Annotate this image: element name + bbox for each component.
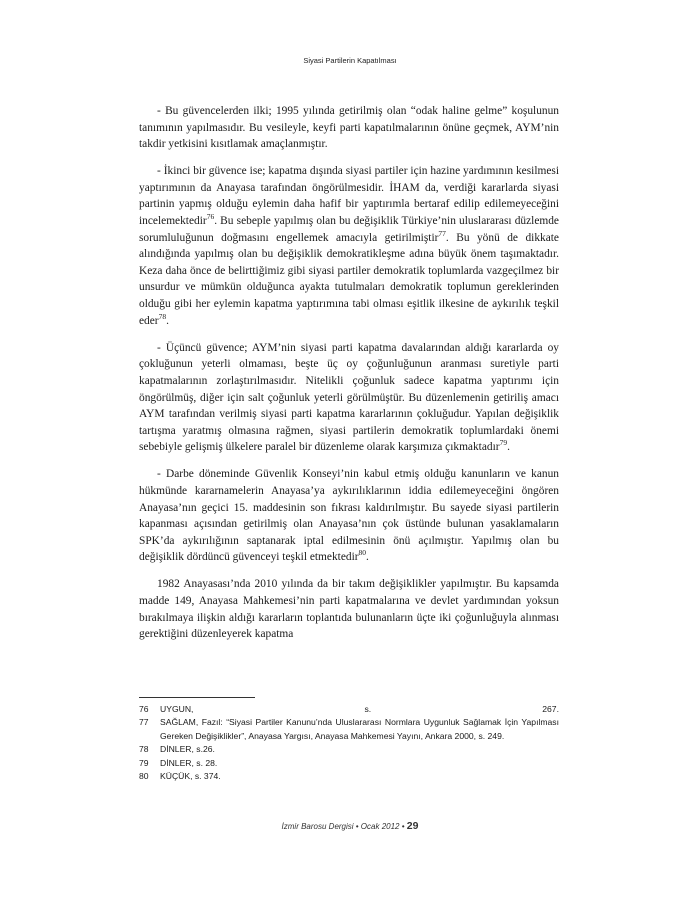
- footnote-ref-80[interactable]: 80: [358, 548, 367, 558]
- paragraph-2: - İkinci bir güvence ise; kapatma dışında siyasi partiler için hazine yardımının kesilmesi yaptırımının da Anayasa tarafından öngörülmesidir. İHAM da, verdiği kararlarda siyasi partinin yapmış olduğu eylemin daha hafif bir yaptırımla bertaraf edilip edilemeyeceğini incelemektedir$^{76}$. Bu sebeple yapılmış olan bu değişiklik Türkiye’nin uluslararası düzlemde sorumluluğunun doğmasını engellemek amacıyla getirilmiştir$^{77}$. Bu yönü de dikkate alındığında yapılmış olan bu değişiklik demokratikleşme adına büyük önem taşımaktadır. Keza daha önce de belirttiğimiz gibi siyasi partiler demokratik toplumlarda vazgeçilmez bir unsurdur ve mümkün olduğunca ayakta tutulmaları demokratik toplumun gereklerinden olduğu gibi her eylemin kapatma yaptırımına tabi olması eşitlik ilkesine de aykırılık teşkil eder$^{78}$.: [139, 165, 559, 327]
- footnote-text: DİNLER, s.26.: [160, 744, 215, 755]
- journal-title: İzmir Barosu Dergisi • Ocak 2012 •: [281, 822, 405, 831]
- paragraph-3: - Üçüncü güvence; AYM’nin siyasi parti kapatma davalarından aldığı kararlarda oy çokluğunun yeterli olmaması, beşte üç oy çoğunluğunun aranması suretiyle parti kapatmalarının zorlaştırılmasıdır. Nitelikli çoğunluk sadece kapatma yaptırımı için öngörülmüş, diğer için salt çoğunluk yeterli görülmüştür. Bu düzenlemenin getiriliş amacı AYM tarafından verilmiş siyasi parti kapatma kararlarının çokluğudur. Yapılan değişiklik tartışma yaratmış olmasına rağmen, siyasi partilerin demokratik toplumlardaki önemi sebebiyle gelişmiş ülkelere paralel bir düzenleme olarak karşımıza çıkmaktadır$^{79}$.: [139, 341, 559, 454]
- footnote-80: [139, 770, 559, 783]
- footnote-number: 77: [139, 717, 149, 728]
- footnote-76: [139, 703, 559, 716]
- footnote-ref-78[interactable]: 78: [158, 311, 167, 321]
- paragraph-5: 1982 Anayasası’nda 2010 yılında da bir takım değişiklikler yapılmıştır. Bu kapsamda madde 149, Anayasa Mahkemesi’nin parti kapatmalarına ve devlet yardımından yoksun bırakılmaya ilişkin aldığı kararların toplantıda bulunanların üçte iki çoğunluğuyla alınması gerektiğini düzenleyerek kapatma: [139, 578, 559, 641]
- footnote-ref-77[interactable]: 77: [438, 228, 446, 238]
- footnote-78: [139, 743, 559, 756]
- body-text: [139, 103, 559, 653]
- footnote-separator: [139, 697, 255, 698]
- footnote-text: KÜÇÜK, s. 374.: [160, 771, 221, 782]
- page-number: 29: [406, 820, 419, 832]
- footnote-number: 80: [139, 771, 149, 782]
- footnote-79: [139, 757, 559, 770]
- footnote-author: UYGUN,: [160, 704, 194, 714]
- page-footer: [0, 820, 700, 832]
- footnote-text: DİNLER, s. 28.: [160, 757, 218, 768]
- footnote-page-prefix: s.: [364, 704, 372, 714]
- running-head: Siyasi Partilerin Kapatılması: [303, 56, 397, 65]
- footnote-number: 79: [139, 757, 149, 768]
- footnote-ref-76[interactable]: 76: [206, 212, 215, 222]
- footnote-number: 78: [139, 744, 149, 755]
- footnote-number: 76: [139, 704, 149, 714]
- footnotes: [139, 703, 559, 783]
- footnote-text: SAĞLAM, Fazıl: “Siyasi Partiler Kanunu’nda Uluslararası Normlara Uygunluk Sağlamak İçin Yapılması Gereken Değişiklikler”, Anayasa Yargısı, Anayasa Mahkemesi Yayını, Ankara 2000, s. 249.: [160, 717, 559, 741]
- paragraph-4: - Darbe döneminde Güvenlik Konseyi’nin kabul etmiş olduğu kanunların ve kanun hükmünde kararnamelerin Anayasa’ya aykırılıklarının iddia edilemeyeceğini öngören Anayasa’nın geçici 15. maddesinin son fıkrası kaldırılmıştır. Bu sayede siyasi partilerin kapanması açısından getirilmiş olan Anayasa’nın çok üstünde bulunan yasaklamaların SPK’da aykırılığının saptanarak iptal edilmesinin önü açılmıştır. Yapılmış olan bu değişiklik dördüncü güvenceyi teşkil etmektedir$^{80}$.: [139, 468, 559, 564]
- footnote-page: 267.: [542, 704, 559, 714]
- footnote-ref-79[interactable]: 79: [499, 438, 508, 448]
- paragraph-1: - Bu güvencelerden ilki; 1995 yılında getirilmiş olan “odak haline gelme” koşulunun tanımının yapılmasıdır. Bu vesileyle, keyfi parti kapatılmalarının önüne geçmek, AYM’nin takdir yetkisini kısıtlamak amaçlanmıştır.: [139, 105, 559, 151]
- footnote-77: [139, 716, 559, 743]
